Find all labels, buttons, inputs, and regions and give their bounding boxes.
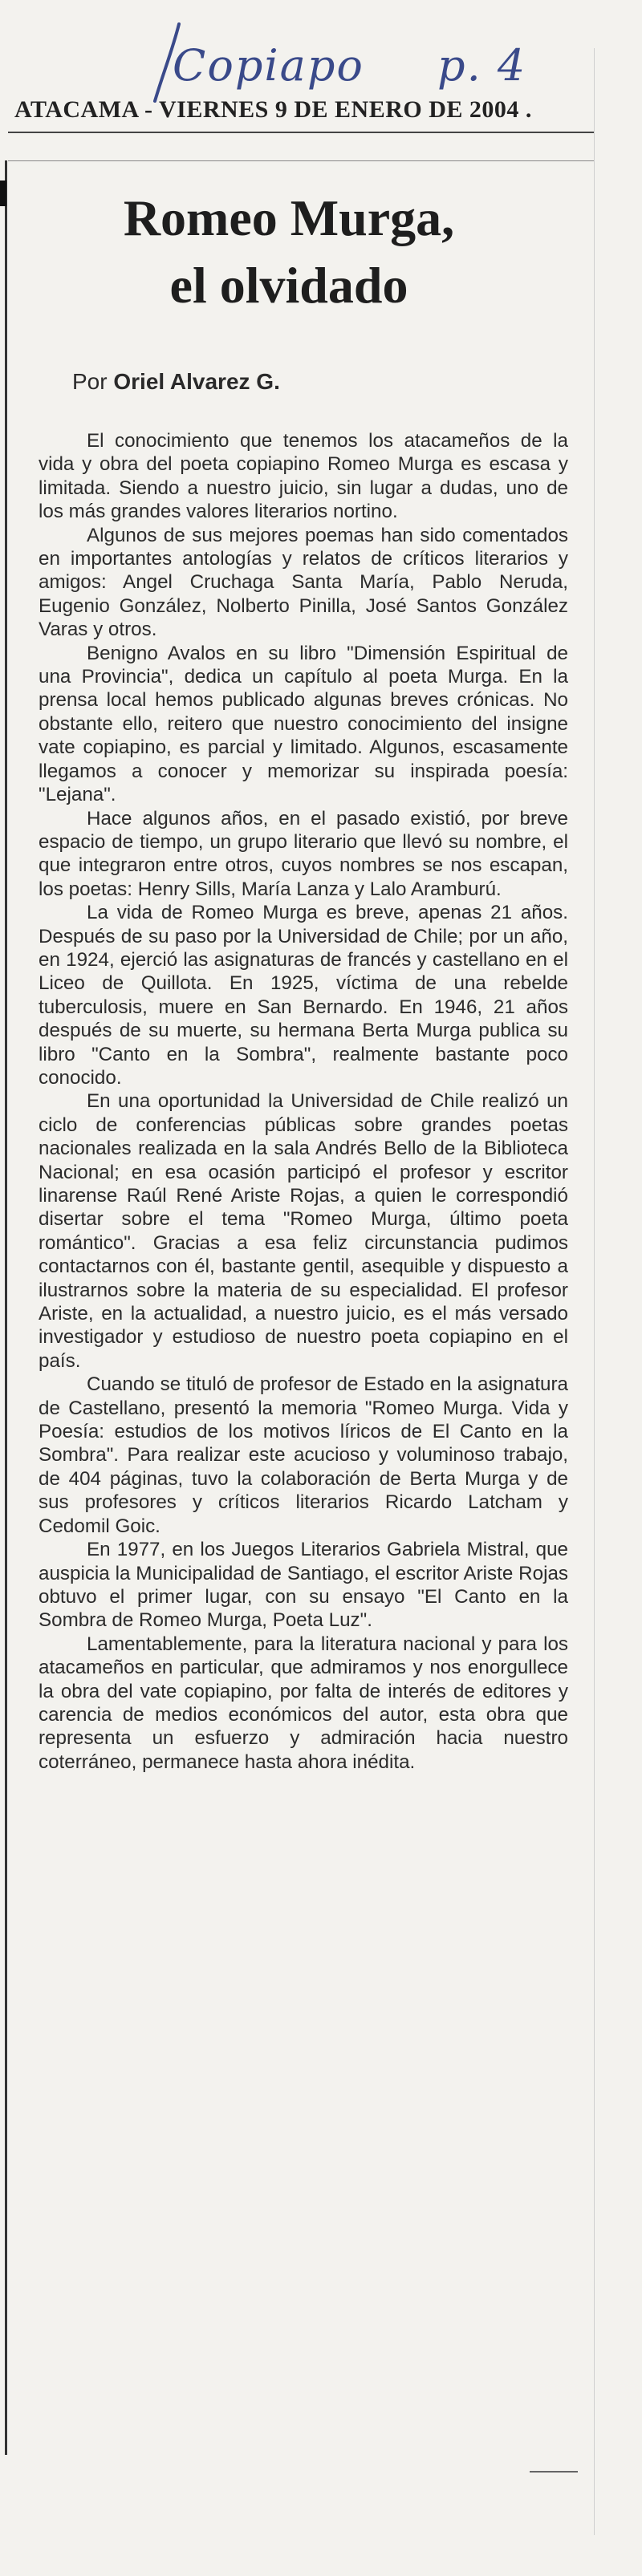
column-border	[5, 160, 7, 2455]
header-thin-rule	[8, 160, 594, 161]
article-end-rule	[530, 2471, 578, 2473]
handwritten-page-number: p. 4	[437, 40, 527, 91]
clipping-edge	[594, 48, 595, 2535]
article-title-line-1: Romeo Murga,	[123, 189, 455, 246]
article-paragraph: En una oportunidad la Universidad de Chile realizó un ciclo de conferencias públicas sobre grandes poetas nacionales realizada en la sala Andrés Bello de la Biblioteca Nacional; en esa ocasión participó el profesor y escritor linarense Raúl René Ariste Rojas, a quien le correspondió disertar sobre el tema "Romeo Murga, último poeta romántico". Gracias a esa feliz circunstancia pudimos contactarnos con él, bastante gentil, asequible y dispuesto a ilustrarnos sobre la materia de su especialidad. El profesor Ariste, en la actualidad, a nuestro juicio, es el más versado investigador y estudioso de nuestro poeta copiapino en el país.	[39, 1090, 568, 1372]
article-paragraph: La vida de Romeo Murga es breve, apenas 21 años. Después de su paso por la Universidad de Chile; por un año, en 1924, ejerció las asignaturas de francés y castellano en el Liceo de Quillota. En 1925, víctima de una rebelde tuberculosis, muere en San Bernardo. En 1946, 21 años después de su muerte, su hermana Berta Murga publica su libro "Canto en la Sombra", realmente bastante poco conocido.	[39, 902, 568, 1089]
article-paragraph: Lamentablemente, para la literatura nacional y para los atacameños en particular, que admiramos y nos enorgullece la obra del vate copiapino, por falta de interés de editores y carencia de medios económicos del autor, esta obra que representa un esfuerzo y admiración hacia nuestro coterráneo, permanece hasta ahora inédita.	[39, 1633, 568, 1773]
article-title-line-2: el olvidado	[169, 257, 408, 314]
article-byline	[72, 369, 280, 395]
article-paragraph: Cuando se tituló de profesor de Estado en la asignatura de Castellano, presentó la memoria "Romeo Murga. Vida y Poesía: estudios de los motivos líricos de El Canto en la Sombra". Para realizar este acucioso y voluminoso trabajo, de 404 páginas, tuvo la colaboración de Berta Murga y de sus profesores y críticos literarios Ricardo Latcham y Cedomil Goic.	[39, 1373, 568, 1537]
byline-author: Oriel Alvarez G.	[113, 369, 280, 394]
column-marker	[0, 181, 6, 206]
article-title	[32, 185, 546, 319]
header-rule	[8, 132, 594, 133]
article-paragraph: Hace algunos años, en el pasado existió, por breve espacio de tiempo, un grupo literario que llevó su nombre, el que integraron entre otros, cuyos nombres se nos escapan, los poetas: Henry Sills, María Lanza y Lalo Aramburú.	[39, 807, 568, 900]
newspaper-masthead-line: ATACAMA - VIERNES 9 DE ENERO DE 2004 .	[14, 96, 532, 123]
article-paragraph: Algunos de sus mejores poemas han sido comentados en importantes antologías y relatos de críticos literarios y amigos: Angel Cruchaga Santa María, Pablo Neruda, Eugenio González, Nolberto Pinilla, José Santos González Varas y otros.	[39, 524, 568, 641]
article-paragraph: Benigno Avalos en su libro "Dimensión Espiritual de una Provincia", dedica un capítulo al poeta Murga. En la prensa local hemos publicado algunas breves crónicas. No obstante ello, reitero que nuestro conocimiento del insigne vate copiapino, es parcial y limitado. Algunos, escasamente llegamos a conocer y memorizar su inspirada poesía: "Lejana".	[39, 642, 568, 806]
article-paragraph: En 1977, en los Juegos Literarios Gabriela Mistral, que auspicia la Municipalidad de Santiago, el escritor Ariste Rojas obtuvo el primer lugar, con su ensayo "El Canto en la Sombra de Romeo Murga, Poeta Luz".	[39, 1539, 568, 1632]
article-body	[39, 429, 568, 1774]
article-paragraph: El conocimiento que tenemos los atacameños de la vida y obra del poeta copiapino Romeo Murga es escasa y limitada. Siendo a nuestro juicio, sin lugar a dudas, uno de los más grandes valores literarios nortino.	[39, 430, 568, 523]
handwritten-city: Copiapo	[173, 40, 364, 91]
byline-prefix: Por	[72, 369, 108, 394]
handwritten-annotation	[140, 18, 590, 106]
